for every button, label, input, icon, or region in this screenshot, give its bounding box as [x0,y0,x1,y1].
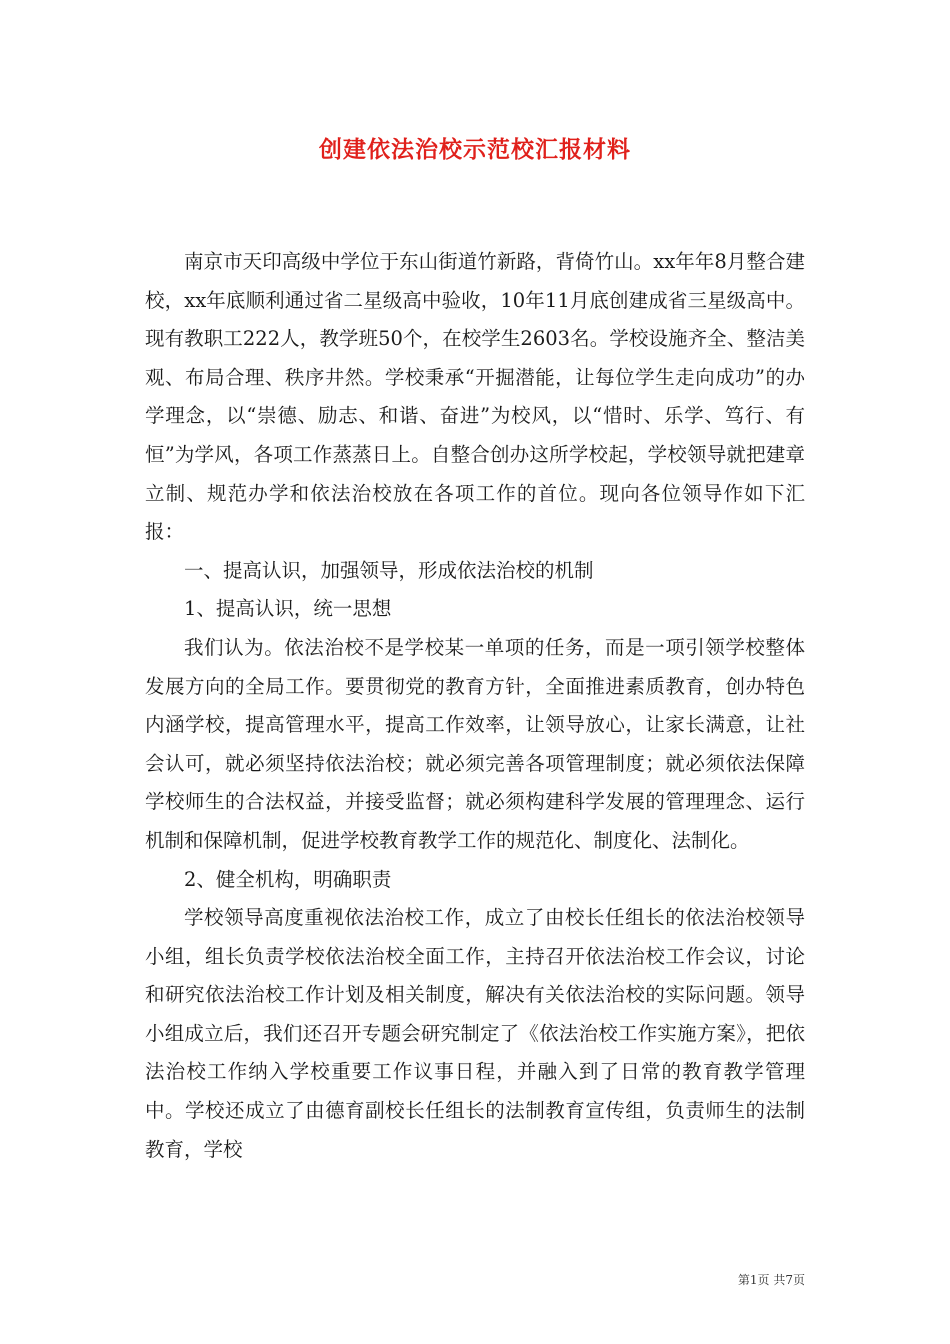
paragraph-intro: 南京市天印高级中学位于东山街道竹新路，背倚竹山。xx年年8月整合建校，xx年底顺利通过省二星级高中验收，10年11月底创建成省三星级高中。现有教职工222人，教学班50个，在校学生2603名。学校设施齐全、整洁美观、布局合理、秩序井然。学校秉承“开掘潜能，让每位学生走向成功”的办学理念，以“崇德、励志、和谐、奋进”为校风，以“惜时、乐学、笃行、有恒”为学风，各项工作蒸蒸日上。自整合创办这所学校起，学校领导就把建章立制、规范办学和依法治校放在各项工作的首位。现向各位领导作如下汇报： [145,250,805,544]
heading-subsection-1: 1、提高认识，统一思想 [184,597,392,621]
page-number-footer: 第1页 共7页 [737,1273,805,1287]
heading-section-1: 一、提高认识，加强领导，形成依法治校的机制 [184,558,594,582]
paragraph-subsection-1: 我们认为。依法治校不是学校某一单项的任务，而是一项引领学校整体发展方向的全局工作。要贯彻党的教育方针，全面推进素质教育，创办特色内涵学校，提高管理水平，提高工作效率，让领导放心，让家长满意，让社会认可，就必须坚持依法治校；就必须完善各项管理制度；就必须依法保障学校师生的合法权益，并接受监督；就必须构建科学发展的管理理念、运行机制和保障机制，促进学校教育教学工作的规范化、制度化、法制化。 [145,635,805,852]
document-title: 创建依法治校示范校汇报材料 [319,136,631,163]
paragraph-subsection-2: 学校领导高度重视依法治校工作，成立了由校长任组长的依法治校领导小组，组长负责学校依法治校全面工作，主持召开依法治校工作会议，讨论和研究依法治校工作计划及相关制度，解决有关依法治校的实际问题。领导小组成立后，我们还召开专题会研究制定了《依法治校工作实施方案》，把依法治校工作纳入学校重要工作议事日程，并融入到了日常的教育教学管理中。学校还成立了由德育副校长任组长的法制教育宣传组，负责师生的法制教育，学校 [145,906,805,1161]
document-body [145,243,805,1169]
heading-subsection-2: 2、健全机构，明确职责 [184,867,392,891]
